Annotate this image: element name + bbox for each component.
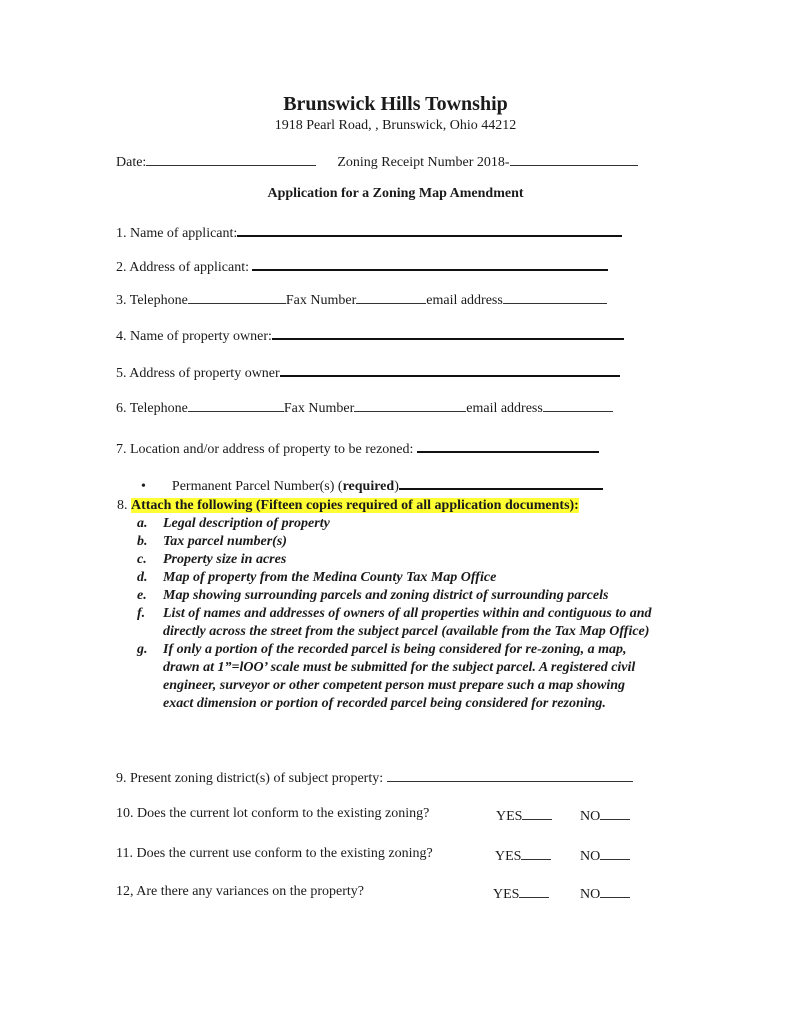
attachment-item [137, 551, 683, 569]
no-label: NO [580, 887, 601, 902]
owner-telephone-input[interactable] [188, 398, 284, 412]
item-text: List of names and addresses of owners of all properties within and contiguous to and directly across the street from the subject parcel (available from the Tax Map Office) [163, 606, 652, 639]
lot-conform-no[interactable] [580, 806, 630, 825]
zoning-district-input[interactable] [387, 768, 633, 782]
applicant-telephone-label: 3. Telephone [116, 293, 188, 308]
applicant-email-label: email address [426, 293, 503, 308]
property-location-input[interactable] [417, 438, 599, 453]
owner-name-input[interactable] [272, 325, 624, 340]
use-conform-question: 11. Does the current use conform to the existing zoning? [116, 846, 433, 861]
item-text: Map of property from the Medina County Tax Map Office [163, 570, 497, 585]
parcel-label-close: ) [394, 479, 399, 494]
parcel-required-text: required [342, 479, 395, 494]
attachment-item [137, 587, 683, 605]
attachment-item [137, 569, 683, 587]
attachment-item [137, 515, 683, 533]
field-zoning-district [116, 768, 633, 787]
item-text: Legal description of property [163, 516, 330, 531]
owner-fax-label: Fax Number [283, 401, 355, 416]
field-property-location [116, 438, 599, 458]
item-text: Map showing surrounding parcels and zoning district of surrounding parcels [163, 588, 609, 603]
item-text: If only a portion of the recorded parcel is being considered for re-zoning, a map, drawn at 1”=lOO’ scale must be submitted for the subject parcel. A registered civil engineer, surveyor or other competent person must prepare such a map showing exact dimension or portion of recorded parcel being considered for rezoning. [163, 642, 636, 711]
date-field[interactable] [146, 152, 316, 166]
parcel-number-input[interactable] [399, 475, 603, 490]
applicant-telephone-input[interactable] [188, 290, 286, 304]
variances-question: 12, Are there any variances on the property? [116, 884, 365, 899]
yes-blank[interactable] [519, 884, 549, 898]
attachments-number: 8. [117, 498, 128, 513]
field-applicant-contact [116, 290, 607, 309]
field-applicant-name [116, 222, 622, 242]
lot-conform-yes[interactable] [496, 806, 552, 825]
applicant-name-label: 1. Name of applicant: [116, 226, 238, 241]
attachment-item [137, 605, 683, 641]
field-applicant-address [116, 256, 608, 276]
attachments-heading: Attach the following (Fifteen copies required of all application documents): [131, 498, 579, 513]
attachments-list [137, 515, 683, 713]
field-owner-contact [116, 398, 613, 417]
date-label: Date: [116, 155, 147, 170]
applicant-fax-label: Fax Number [285, 293, 357, 308]
question-variances [116, 884, 364, 900]
date-row [116, 152, 638, 171]
no-blank[interactable] [600, 846, 630, 860]
item-letter: f. [137, 606, 146, 621]
variances-no[interactable] [580, 884, 630, 903]
question-lot-conform [116, 806, 429, 822]
yes-label: YES [495, 849, 522, 864]
yes-label: YES [496, 809, 523, 824]
no-blank[interactable] [600, 884, 630, 898]
item-letter: g. [137, 642, 148, 657]
owner-fax-input[interactable] [354, 398, 466, 412]
applicant-address-label: 2. Address of applicant: [116, 260, 249, 275]
yes-blank[interactable] [521, 846, 551, 860]
owner-address-input[interactable] [280, 362, 620, 377]
use-conform-no[interactable] [580, 846, 630, 865]
applicant-fax-input[interactable] [356, 290, 426, 304]
no-label: NO [580, 849, 601, 864]
applicant-email-input[interactable] [503, 290, 607, 304]
item-letter: e. [137, 588, 147, 603]
item-letter: c. [137, 552, 147, 567]
receipt-number-field[interactable] [510, 152, 638, 166]
applicant-address-input[interactable] [252, 256, 608, 271]
owner-telephone-label: 6. Telephone [116, 401, 188, 416]
receipt-label: Zoning Receipt Number 2018- [337, 155, 510, 170]
attachments-heading-row [117, 498, 579, 514]
attachment-item [137, 641, 683, 713]
owner-address-label: 5. Address of property owner [116, 366, 280, 381]
field-owner-address [116, 362, 620, 382]
property-location-label: 7. Location and/or address of property to be rezoned: [116, 442, 414, 457]
yes-label: YES [493, 887, 520, 902]
field-owner-name [116, 325, 624, 345]
owner-email-input[interactable] [543, 398, 613, 412]
item-text: Tax parcel number(s) [163, 534, 287, 549]
owner-name-label: 4. Name of property owner: [116, 329, 272, 344]
no-label: NO [580, 809, 601, 824]
no-blank[interactable] [600, 806, 630, 820]
field-parcel-number [141, 475, 603, 495]
item-letter: a. [137, 516, 148, 531]
item-letter: b. [137, 534, 148, 549]
bullet-icon: • [141, 479, 146, 494]
lot-conform-question: 10. Does the current lot conform to the existing zoning? [116, 806, 430, 821]
item-text: Property size in acres [163, 552, 287, 567]
item-letter: d. [137, 570, 148, 585]
use-conform-yes[interactable] [495, 846, 551, 865]
zoning-district-label: 9. Present zoning district(s) of subject property: [116, 771, 384, 786]
variances-yes[interactable] [493, 884, 549, 903]
parcel-label: Permanent Parcel Number(s) ( [171, 479, 343, 494]
yes-blank[interactable] [522, 806, 552, 820]
township-address: 1918 Pearl Road, , Brunswick, Ohio 44212 [274, 118, 517, 133]
form-title: Application for a Zoning Map Amendment [267, 186, 524, 201]
attachment-item [137, 533, 683, 551]
question-use-conform [116, 846, 433, 862]
owner-email-label: email address [466, 401, 543, 416]
township-title: Brunswick Hills Township [283, 93, 508, 115]
applicant-name-input[interactable] [237, 222, 622, 237]
